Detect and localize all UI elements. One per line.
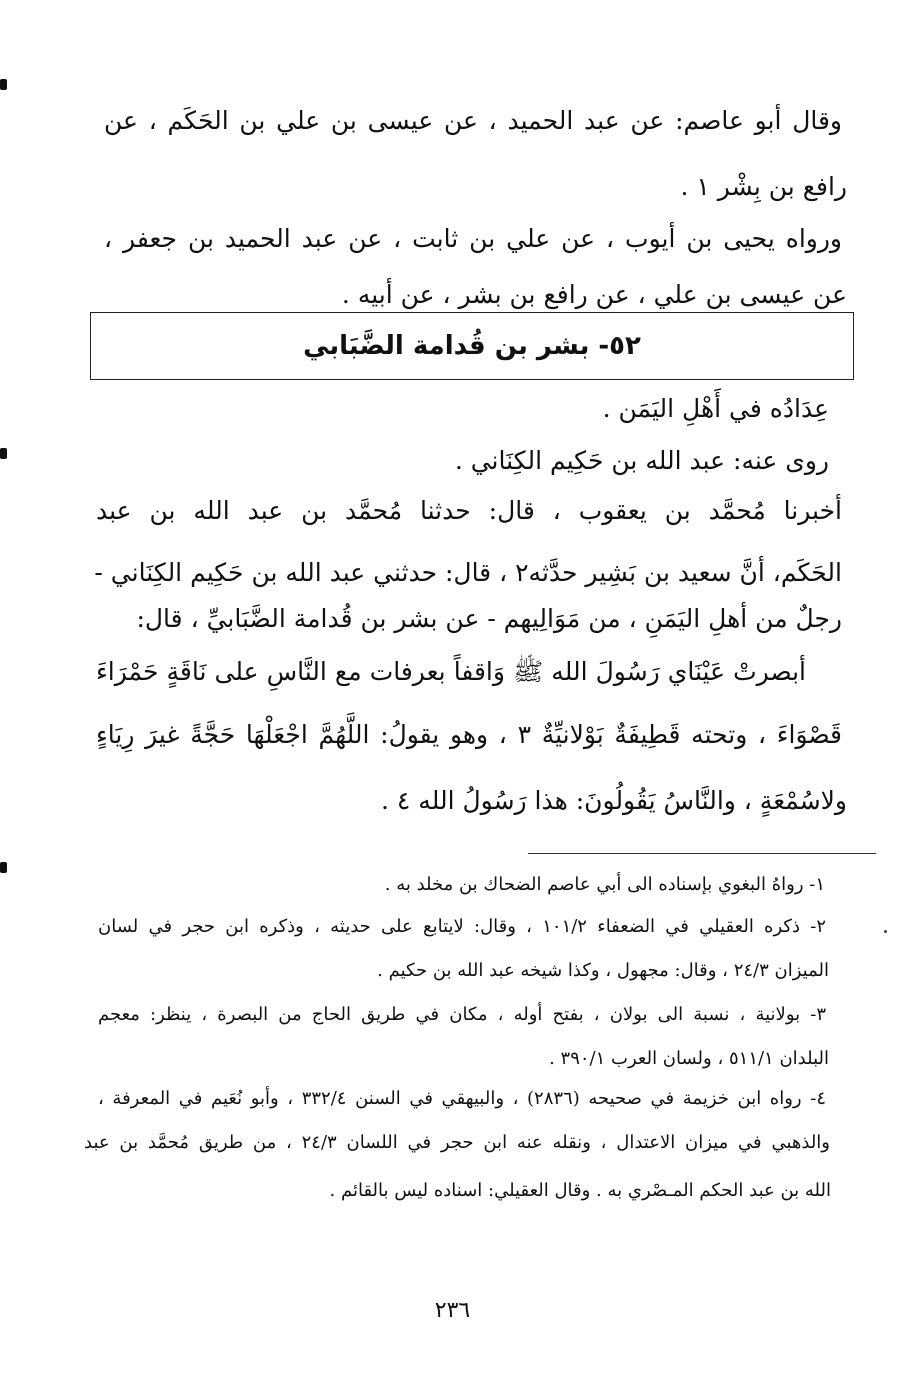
margin-mark-lower [0, 862, 7, 873]
scan-dot [884, 930, 887, 933]
entry-line-3: أخبرنا مُحمَّد بن يعقوب ، قال: حدثنا مُحمَّد بن عبد الله بن عبد [96, 496, 842, 525]
body-line-2: رافع بن بِشْر ١ . [680, 172, 847, 201]
footnote-4-line-1: ٤- رواه ابن خزيمة في صحيحه (٢٨٣٦) ، والبيهقي في السنن ٣٣٢/٤ ، وأبو نُعَيم في المعرفة ، [98, 1088, 826, 1109]
margin-mark-top [0, 79, 7, 90]
entry-line-4: الحَكَم، أنَّ سعيد بن بَشِير حدَّثه٢ ، قال: حدثني عبد الله بن حَكِيم الكِنَاني - [94, 558, 842, 587]
footnote-3-line-1: ٣- بولانية ، نسبة الى بولان ، بفتح أوله ، مكان في طريق الحاج من البصرة ، ينظر: معجم [98, 1004, 826, 1025]
entry-heading-box [90, 312, 854, 380]
entry-line-6: أبصرتْ عَيْنَاي رَسُولَ الله ﷺ وَاقفاً بعرفات مع النَّاسِ على نَاقَةٍ حَمْرَاءَ [96, 657, 806, 686]
entry-heading: ٥٢- بشر بن قُدامة الضَّبَابي [303, 331, 641, 361]
footnote-2-line-1: ٢- ذكره العقيلي في الضعفاء ١٠١/٢ ، وقال: لايتابع على حديثه ، وذكره ابن حجر في لسان [98, 916, 826, 937]
footnote-1: ١- رواهُ البغوي بإسناده الى أبي عاصم الضحاك بن مخلد به . [384, 874, 825, 895]
body-line-1: وقال أبو عاصم: عن عبد الحميد ، عن عيسى بن علي بن الحَكَم ، عن [104, 106, 842, 135]
body-line-4: عن عيسى بن علي ، عن رافع بن بشر ، عن أبيه . [341, 280, 847, 309]
entry-line-8: ولاسُمْعَةٍ ، والنَّاسُ يَقُولُونَ: هذا رَسُولُ الله ٤ . [381, 786, 847, 815]
footnote-4-line-2: والذهبي في ميزان الاعتدال ، ونقله عنه ابن حجر في اللسان ٢٤/٣ ، من طريق مُحمَّد بن عبد [84, 1132, 830, 1153]
footnote-separator [528, 853, 876, 854]
footnote-2-line-2: الميزان ٢٤/٣ ، وقال: مجهول ، وكذا شيخه عبد الله بن حكيم . [377, 960, 829, 981]
entry-line-5: رجلٌ من أهلِ اليَمَنِ ، من مَوَالِيهم - عن بشر بن قُدامة الضَّبَابيِّ ، قال: [136, 604, 842, 633]
body-line-3: ورواه يحيى بن أيوب ، عن علي بن ثابت ، عن عبد الحميد بن جعفر ، [104, 224, 842, 253]
entry-line-2: روى عنه: عبد الله بن حَكِيم الكِنَاني . [454, 446, 829, 475]
entry-line-1: عِدَادُه في أَهْلِ اليَمَن . [602, 394, 829, 423]
footnote-3-line-2: البلدان ٥١١/١ ، ولسان العرب ٣٩٠/١ . [549, 1048, 829, 1069]
footnote-4-line-3: الله بن عبد الحكم المـصْري به . وقال العقيلي: اسناده ليس بالقائم . [329, 1180, 831, 1201]
entry-line-7: قَصْوَاءَ ، وتحته قَطِيفَةٌ بَوْلانيِّةٌ ٣ ، وهو يقولُ: اللَّهُمَّ اجْعَلْهَا حَجَّةً غيرَ رِيَاءٍ [96, 720, 842, 749]
page-number: ٢٣٦ [434, 1298, 471, 1323]
margin-mark-middle [0, 448, 7, 459]
